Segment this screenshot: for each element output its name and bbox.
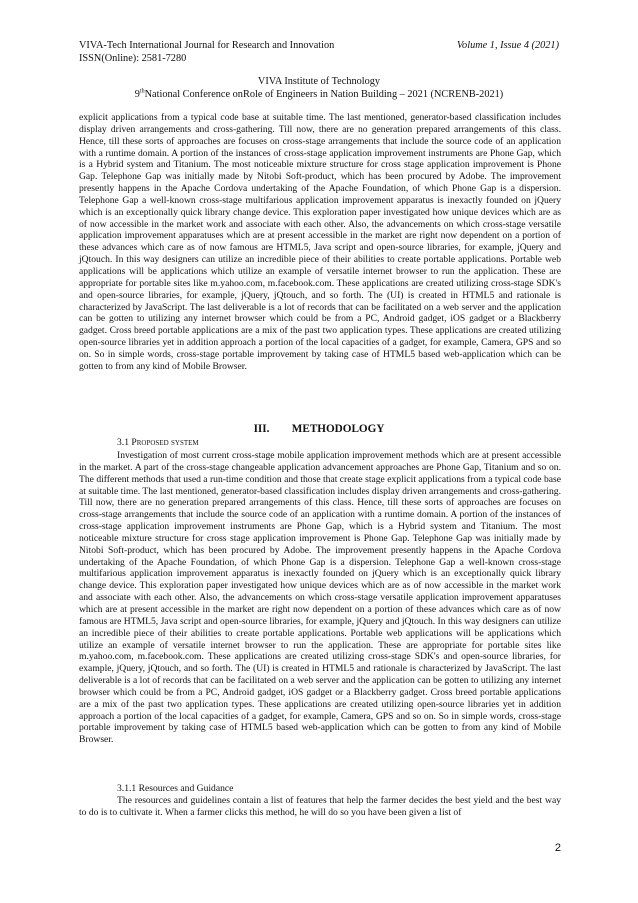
body-paragraph-3: The resources and guidelines contain a list of features that help the farmer decides the best yield and the best way to do is to cultivate it. When a farmer clicks this method, he will do so you have been given a list of [79,795,561,818]
institute-name: VIVA Institute of Technology [257,76,381,87]
journal-title: VIVA-Tech International Journal for Research and Innovation [79,40,335,51]
subsubsection-heading: 3.1.1 Resources and Guidance [117,783,234,794]
subsection-heading: 3.1 Proposed system [117,437,199,448]
body-paragraph-2: Investigation of most current cross-stage mobile application improvement methods which are at present accessible in the market. A part of the cross-stage changeable application advancement approaches are Phone Gap, Titanium and so on. The different methods that used a run-time condition and those that create stage explicit applications from a typical code base at suitable time. The last mentioned, generator-based classification includes display driven arrangements and cross-gathering. Till now, there are no generation prepared arrangements of this class. Hence, till these sorts of approaches are focuses on cross-stage arrangements that include the source code of an application with a runtime domain. A portion of the instances of cross-stage application improvement instruments are Phone Gap, which is a Hybrid system and Titanium. The most noticeable mixture structure for cross stage application improvement is Phone Gap. Telephone Gap was initially made by Nitobi Soft-product, which has been procured by Adobe. The improvement presently happens in the Apache Cordova undertaking of the Apache Foundation, of which Phone Gap is a dispersion. Telephone Gap a well-known cross-stage multifarious application improvement apparatus is inexactly founded on jQuery which is an exceptionally quick library change device. This exploration paper investigated how unique devices which are as of now accessible in the market work and associate with each other. Also, the advancements on which cross-stage versatile application improvement apparatuses which are at present accessible in the market are right now dependent on a portion of these advances which care as of now famous are HTML5, Java script and open-source libraries, for example, jQuery and jQtouch. In this way designers can utilize an incredible piece of their abilities to create portable applications. Portable web applications will be applications which utilize an example of versatile internet browser to run the application. These are appropriate for portable sites like m.yahoo.com, m.facebook.com. These applications are created utilizing cross-stage SDK's and open-source libraries, for example, jQuery, jQtouch, and so forth. The (UI) is created in HTML5 and rationale is characterized by JavaScript. The last deliverable is a lot of records that can be facilitated on a web server and the application can be gotten to utilizing any internet browser which could be from a PC, Android gadget, iOS gadget or a Blackberry gadget. Cross breed portable applications are a mix of the past two application types. These applications are created utilizing open-source libraries yet in addition approach a portion of the local capacities of a gadget, for example, Camera, GPS and so on. So in simple words, cross-stage portable improvement by taking case of HTML5 based web-application which can be gotten to from any kind of Mobile Browser. [79,450,561,746]
journal-volume: Volume 1, Issue 4 (2021) [456,40,559,51]
journal-issn: ISSN(Online): 2581-7280 [79,53,187,64]
body-paragraph-1: explicit applications from a typical code base at suitable time. The last mentioned, generator-based classification includes display driven arrangements and cross-gathering. Till now, there are no generation prepared arrangements of this class. Hence, till these sorts of approaches are focuses on cross-stage arrangements that include the source code of an application with a runtime domain. A portion of the instances of cross-stage application improvement instruments are Phone Gap, which is a Hybrid system and Titanium. The most noticeable mixture structure for cross stage application improvement is Phone Gap. Telephone Gap was initially made by Nitobi Soft-product, which has been procured by Adobe. The improvement presently happens in the Apache Cordova undertaking of the Apache Foundation, of which Phone Gap is a dispersion. Telephone Gap a well-known cross-stage multifarious application improvement apparatus is inexactly founded on jQuery which is an exceptionally quick library change device. This exploration paper investigated how unique devices which are as of now accessible in the market work and associate with each other. Also, the advancements on which cross-stage versatile application improvement apparatuses which are at present accessible in the market are right now dependent on a portion of these advances which care as of now famous are HTML5, Java script and open-source libraries, for example, jQuery and jQtouch. In this way designers can utilize an incredible piece of their abilities to create portable applications. Portable web applications will be applications which utilize an example of versatile internet browser to run the application. These are appropriate for portable sites like m.yahoo.com, m.facebook.com. These applications are created utilizing cross-stage SDK's and open-source libraries, for example, jQuery, jQtouch, and so forth. The (UI) is created in HTML5 and rationale is characterized by JavaScript. The last deliverable is a lot of records that can be facilitated on a web server and the application can be gotten to utilizing any internet browser which could be from a PC, Android gadget, iOS gadget or a Blackberry gadget. Cross breed portable applications are a mix of the past two application types. These applications are created utilizing open-source libraries yet in addition approach a portion of the local capacities of a gadget, for example, Camera, GPS and so on. So in simple words, cross-stage portable improvement by taking case of HTML5 based web-application which can be gotten to from any kind of Mobile Browser. [79,112,561,372]
page-number: 2 [554,842,561,854]
section-heading: III. METHODOLOGY [253,423,385,435]
conference-line: 9thNational Conference onRole of Engineers in Nation Building – 2021 (NCRENB-2021) [134,88,504,100]
